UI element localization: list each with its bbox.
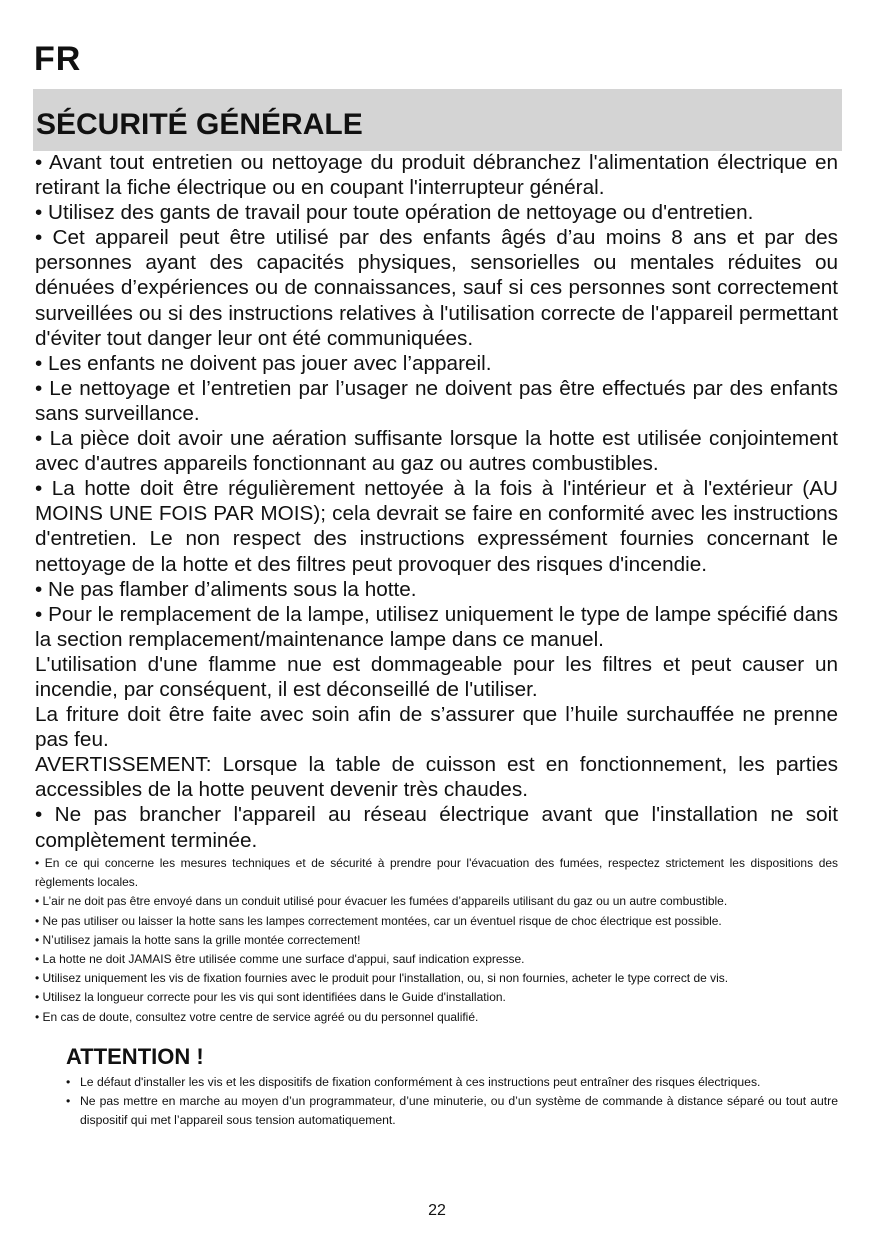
language-label: FR bbox=[34, 40, 82, 78]
paragraph: • Les enfants ne doivent pas jouer avec l’appareil. bbox=[35, 351, 492, 375]
safety-instructions bbox=[35, 150, 838, 853]
page-number: 22 bbox=[428, 1202, 446, 1219]
paragraph: • Ne pas flamber d’aliments sous la hotte. bbox=[35, 577, 417, 601]
note-item: • En ce qui concerne les mesures techniques et de sécurité à prendre pour l'évacuation des fumées, respectez strictement les dispositions des règlements locales. bbox=[35, 856, 838, 890]
paragraph: • Cet appareil peut être utilisé par des enfants âgés d’au moins 8 ans et par des personnes ayant des capacités physiques, sensorielles ou mentales réduites ou dénuées d’expériences ou de connaissances, sauf si ces personnes sont correctement surveillées ou si des instructions relatives à l'utilisation correcte de l'appareil permettant d'éviter tout danger leur ont été communiquées. bbox=[35, 226, 838, 350]
paragraph: • Pour le remplacement de la lampe, utilisez uniquement le type de lampe spécifié dans la section remplacement/maintenance lampe dans ce manuel. bbox=[35, 602, 838, 651]
paragraph: • La hotte doit être régulièrement nettoyée à la fois à l'intérieur et à l'extérieur (AU MOINS UNE FOIS PAR MOIS); cela devrait se faire en conformité avec les instructions d'entretien. Le non respect des instructions expressément fournies concernant le nettoyage de la hotte et des filtres peut provoquer des risques d'incendie. bbox=[35, 477, 838, 576]
note-item: • N’utilisez jamais la hotte sans la grille montée correctement! bbox=[35, 932, 361, 947]
paragraph: AVERTISSEMENT: Lorsque la table de cuisson est en fonctionnement, les parties accessibles de la hotte peuvent devenir très chaudes. bbox=[35, 753, 838, 802]
note-item: • En cas de doute, consultez votre centre de service agréé ou du personnel qualifié. bbox=[35, 1009, 479, 1024]
note-item: • Utilisez uniquement les vis de fixation fournies avec le produit pour l'installation, ou, si non fournies, acheter le type correct de vis. bbox=[35, 971, 729, 986]
note-item: • L’air ne doit pas être envoyé dans un conduit utilisé pour évacuer les fumées d’appareils utilisant du gaz ou un autre combustible. bbox=[35, 894, 728, 909]
attention-list bbox=[66, 1073, 838, 1131]
note-item: • Utilisez la longueur correcte pour les vis qui sont identifiées dans le Guide d'installation. bbox=[35, 990, 506, 1005]
paragraph: • Avant tout entretien ou nettoyage du produit débranchez l'alimentation électrique en retirant la fiche électrique ou en coupant l'interrupteur général. bbox=[35, 151, 838, 200]
note-item: • La hotte ne doit JAMAIS être utilisée comme une surface d'appui, sauf indication expresse. bbox=[35, 952, 525, 967]
paragraph: La friture doit être faite avec soin afin de s’assurer que l’huile surchauffée ne prenne pas feu. bbox=[35, 703, 838, 752]
installation-notes bbox=[35, 854, 838, 1027]
paragraph: • Ne pas brancher l'appareil au réseau électrique avant que l'installation ne soit complètement terminée. bbox=[35, 803, 838, 852]
paragraph: L'utilisation d'une flamme nue est dommageable pour les filtres et peut causer un incendie, par conséquent, il est déconseillé de l'utiliser. bbox=[35, 652, 838, 701]
paragraph: • Utilisez des gants de travail pour toute opération de nettoyage ou d'entretien. bbox=[35, 201, 754, 225]
attention-item: • Le défaut d'installer les vis et les dispositifs de fixation conformément à ces instructions peut entraîner des risques électriques. bbox=[66, 1073, 838, 1092]
attention-item: • Ne pas mettre en marche au moyen d’un programmateur, d’une minuterie, ou d’un système de commande à distance séparé ou tout autre dispositif qui met l’appareil sous tension automatiquement. bbox=[66, 1092, 838, 1130]
paragraph: • La pièce doit avoir une aération suffisante lorsque la hotte est utilisée conjointement avec d'autres appareils fonctionnant au gaz ou autres combustibles. bbox=[35, 427, 838, 476]
paragraph: • Le nettoyage et l’entretien par l’usager ne doivent pas être effectués par des enfants sans surveillance. bbox=[35, 376, 838, 425]
note-item: • Ne pas utiliser ou laisser la hotte sans les lampes correctement montées, car un éventuel risque de choc électrique est possible. bbox=[35, 913, 722, 928]
attention-title: ATTENTION ! bbox=[66, 1044, 204, 1069]
section-title: SÉCURITÉ GÉNÉRALE bbox=[36, 108, 363, 141]
